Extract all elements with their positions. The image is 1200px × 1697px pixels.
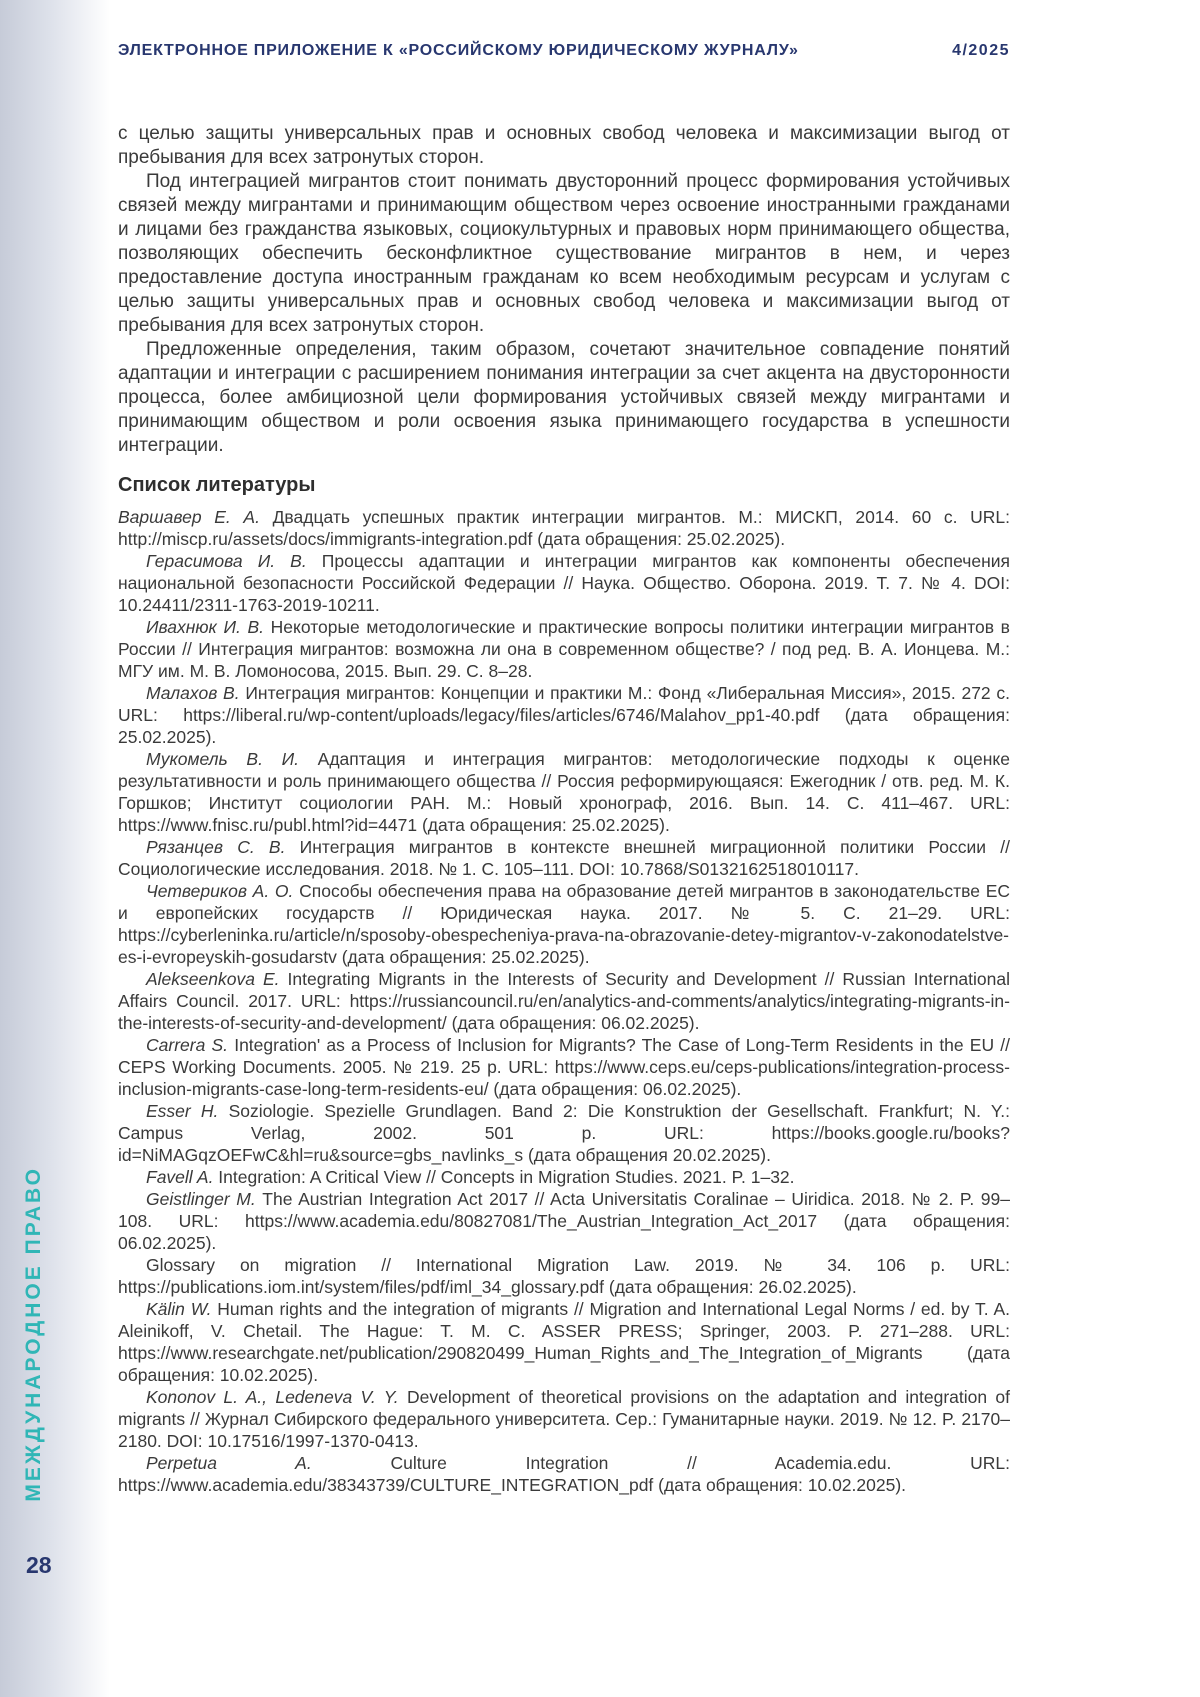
reference-item	[118, 748, 1010, 836]
page-header	[118, 42, 1010, 60]
reference-item	[118, 1298, 1010, 1386]
reference-text: Адаптация и интеграция мигрантов: методологические подходы к оценке результативности и роль принимающего общества // Россия реформирующаяся: Ежегодник / отв. ред. М. К. Горшков; Институт социологии РАН. М.: Новый хронограф, 2016. Вып. 14. С. 411–467. URL: https://www.fnisc.ru/publ.html?id=4471 (дата обращения: 25.02.2025).	[118, 749, 1010, 835]
reference-text: Процессы адаптации и интеграции мигрантов как компоненты обеспечения национальной безопасности Российской Федерации // Наука. Общество. Оборона. 2019. Т. 7. № 4. DOI: 10.24411/2311-1763-2019-10211.	[118, 551, 1010, 615]
reference-author: Favell A.	[146, 1167, 219, 1187]
reference-item	[118, 1254, 1010, 1298]
reference-text: Development of theoretical provisions on the adaptation and integration of migrants // Журнал Сибирского федерального университета. Сер.: Гуманитарные науки. 2019. № 12. P. 2170–2180. DOI: 10.17516/1997-1370-0413.	[118, 1387, 1010, 1451]
reference-item	[118, 1100, 1010, 1166]
body-paragraphs	[118, 122, 1010, 458]
reference-text: Двадцать успешных практик интеграции мигрантов. М.: МИСКП, 2014. 60 с. URL: http://miscp.ru/assets/docs/immigrants-integration.pdf (дата обращения: 25.02.2025).	[118, 507, 1010, 549]
reference-text: Human rights and the integration of migrants // Migration and International Legal Norms / ed. by T. A. Aleinikoff, V. Chetail. The Hague: T. M. C. ASSER PRESS; Springer, 2003. P. 271–288. URL: https://www.researchgate.net/publication/290820499_Human_Rights_and_The_Integration_of_Migrants (дата обращения: 10.02.2025).	[118, 1299, 1010, 1385]
reference-author: Kononov L. A., Ledeneva V. Y.	[146, 1387, 407, 1407]
reference-text: Soziologie. Spezielle Grundlagen. Band 2: Die Konstruktion der Gesellschaft. Frankfurt; N. Y.: Campus Verlag, 2002. 501 p. URL: https://books.google.ru/books?id=NiMAGqzOEFwC&hl=ru&source=gbs_navlinks_s (дата обращения 20.02.2025).	[118, 1101, 1010, 1165]
bibliography-heading: Список литературы	[118, 474, 316, 496]
reference-item	[118, 968, 1010, 1034]
reference-item	[118, 836, 1010, 880]
reference-text: Glossary on migration // International Migration Law. 2019. № 34. 106 p. URL: https://publications.iom.int/system/files/pdf/iml_34_glossary.pdf (дата обращения: 26.02.2025).	[118, 1255, 1010, 1297]
reference-text: Integrating Migrants in the Interests of Security and Development // Russian International Affairs Council. 2017. URL: https://russiancouncil.ru/en/analytics-and-comments/analytics/integrating-migrants-in-the-interests-of-security-and-development/ (дата обращения: 06.02.2025).	[118, 969, 1010, 1033]
reference-item	[118, 1188, 1010, 1254]
reference-text: Способы обеспечения права на образование детей мигрантов в законодательстве ЕС и европейских государств // Юридическая наука. 2017. № 5. С. 21–29. URL: https://cyberleninka.ru/article/n/sposoby-obespecheniya-prava-na-obrazovanie-detey-migrantov-v-zakonodatelstve-es-i-evropeyskih-gosudarstv (дата обращения: 25.02.2025).	[118, 881, 1010, 967]
reference-author: Рязанцев С. В.	[146, 837, 300, 857]
reference-item	[118, 1452, 1010, 1496]
reference-author: Герасимова И. В.	[146, 551, 322, 571]
references-list	[118, 506, 1010, 1496]
reference-author: Ивахнюк И. В.	[146, 617, 271, 637]
body-paragraph: с целью защиты универсальных прав и основных свобод человека и максимизации выгод от пребывания для всех затронутых сторон.	[118, 123, 1010, 168]
reference-text: Culture Integration // Academia.edu. URL: https://www.academia.edu/38343739/CULTURE_INTEGRATION_pdf (дата обращения: 10.02.2025).	[118, 1453, 1010, 1495]
left-gradient-band	[0, 0, 110, 1697]
reference-text: The Austrian Integration Act 2017 // Acta Universitatis Coralinae – Uiridica. 2018. № 2. P. 99–108. URL: https://www.academia.edu/80827081/The_Austrian_Integration_Act_2017 (дата обращения: 06.02.2025).	[118, 1189, 1010, 1253]
reference-text: Некоторые методологические и практические вопросы политики интеграции мигрантов в России // Интеграция мигрантов: возможна ли она в современном обществе? / под ред. В. А. Ионцева. М.: МГУ им. М. В. Ломоносова, 2015. Вып. 29. С. 8–28.	[118, 617, 1010, 681]
reference-author: Carrera S.	[146, 1035, 235, 1055]
reference-item	[118, 506, 1010, 550]
reference-item	[118, 682, 1010, 748]
reference-author: Alekseenkova E.	[146, 969, 288, 989]
reference-author: Малахов В.	[146, 683, 246, 703]
reference-author: Geistlinger M.	[146, 1189, 263, 1209]
reference-author: Kälin W.	[146, 1299, 218, 1319]
page-number: 28	[26, 1552, 52, 1578]
reference-item	[118, 1386, 1010, 1452]
section-label-vertical: МЕЖДУНАРОДНОЕ ПРАВО	[22, 1166, 45, 1502]
reference-author: Четвериков А. О.	[146, 881, 300, 901]
reference-item	[118, 880, 1010, 968]
reference-item	[118, 1034, 1010, 1100]
body-paragraph: Предложенные определения, таким образом, сочетают значительное совпадение понятий адаптации и интеграции с расширением понимания интеграции за счет акцента на двусторонности процесса, более амбициозной цели формирования устойчивых связей между мигрантами и принимающим обществом и роли освоения языка принимающего государства в успешности интеграции.	[118, 339, 1010, 456]
reference-item	[118, 550, 1010, 616]
reference-text: Интеграция мигрантов в контексте внешней миграционной политики России // Социологические исследования. 2018. № 1. С. 105–111. DOI: 10.7868/S0132162518010117.	[118, 837, 1011, 879]
reference-item	[118, 616, 1010, 682]
page-content	[118, 122, 1010, 1496]
reference-author: Мукомель В. И.	[146, 749, 318, 769]
reference-author: Esser H.	[146, 1101, 229, 1121]
body-paragraph: Под интеграцией мигрантов стоит понимать двусторонний процесс формирования устойчивых связей между мигрантами и принимающим обществом через освоение иностранными гражданами и лицами без гражданства языковых, социокультурных и правовых норм принимающего общества, позволяющих обеспечить бесконфликтное существование мигрантов в нем, и через предоставление доступа иностранным гражданам ко всем необходимым ресурсам и услугам с целью защиты универсальных прав и основных свобод человека и максимизации выгод от пребывания для всех затронутых сторон.	[118, 171, 1010, 336]
reference-text: Интеграция мигрантов: Концепции и практики М.: Фонд «Либеральная Миссия», 2015. 272 с. URL: https://liberal.ru/wp-content/uploads/legacy/files/articles/6746/Malahov_pp1-40.pdf (дата обращения: 25.02.2025).	[118, 683, 1010, 747]
reference-text: Integration' as a Process of Inclusion for Migrants? The Case of Long-Term Residents in the EU // CEPS Working Documents. 2005. № 219. 25 p. URL: https://www.ceps.eu/ceps-publications/integration-process-inclusion-migrants-case-long-term-residents-eu/ (дата обращения: 06.02.2025).	[118, 1035, 1011, 1099]
issue-number: 4/2025	[952, 42, 1010, 59]
reference-item	[118, 1166, 1010, 1188]
reference-author: Perpetua A.	[146, 1453, 391, 1473]
reference-author: Варшавер Е. А.	[118, 507, 273, 527]
reference-text: Integration: A Critical View // Concepts in Migration Studies. 2021. P. 1–32.	[218, 1167, 795, 1187]
journal-title: ЭЛЕКТРОННОЕ ПРИЛОЖЕНИЕ К «РОССИЙСКОМУ ЮРИДИЧЕСКОМУ ЖУРНАЛУ»	[118, 42, 799, 59]
